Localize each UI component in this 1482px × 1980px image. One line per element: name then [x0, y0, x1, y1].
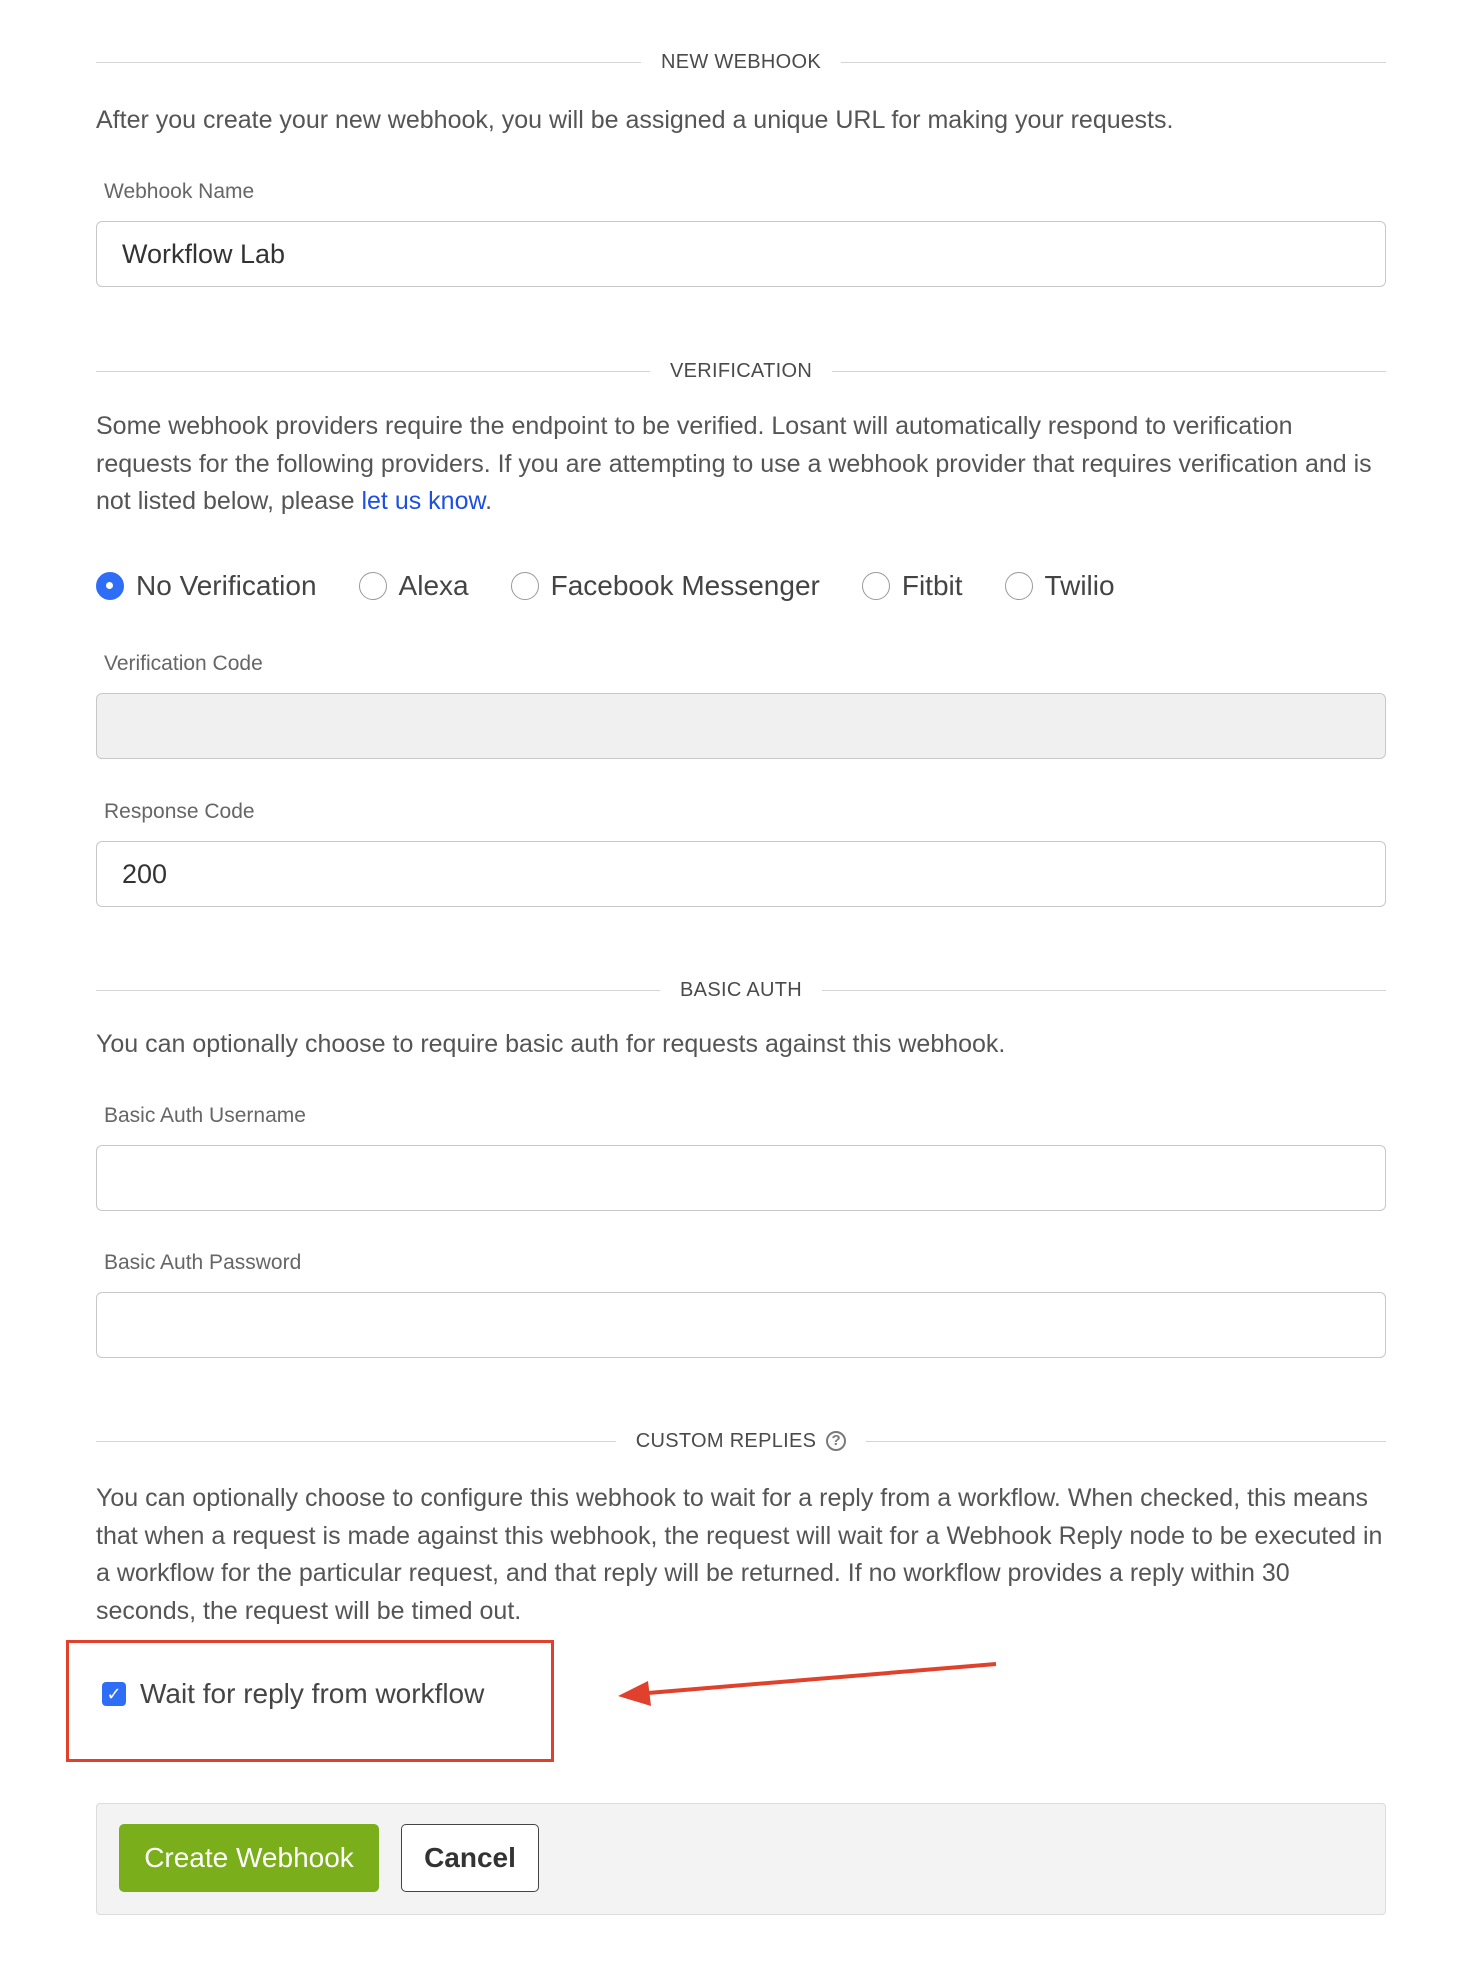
- wait-for-reply-checkbox[interactable]: ✓: [102, 1682, 126, 1706]
- verification-code-label: Verification Code: [104, 652, 263, 675]
- verification-description-end: .: [485, 487, 493, 515]
- radio-label: Twilio: [1044, 570, 1115, 601]
- question-circle-icon[interactable]: ?: [826, 1431, 846, 1451]
- basic-auth-username-label: Basic Auth Username: [104, 1104, 306, 1127]
- new-webhook-description: After you create your new webhook, you will be assigned a unique URL for making your requests.: [96, 106, 1174, 134]
- radio-label: Alexa: [398, 570, 469, 601]
- let-us-know-link[interactable]: let us know: [361, 487, 486, 515]
- form-actions-bar: [96, 1803, 1386, 1915]
- annotation-arrow-head: [618, 1681, 651, 1706]
- section-title: NEW WEBHOOK: [661, 50, 821, 73]
- response-code-label: Response Code: [104, 800, 255, 823]
- custom-replies-description: You can optionally choose to configure this webhook to wait for a reply from a workflow. When checked, this means that when a request is made against this webhook, the request will wait for a Webhook Reply node to be executed in a workflow for the particular request, and that reply will be returned. If no workflow provides a reply within 30 seconds, the request will be timed out.: [96, 1484, 1383, 1625]
- section-title: VERIFICATION: [669, 359, 813, 382]
- cancel-button[interactable]: Cancel: [401, 1824, 539, 1892]
- basic-auth-description: You can optionally choose to require basic auth for requests against this webhook.: [96, 1030, 1006, 1058]
- section-title-text: CUSTOM REPLIES: [635, 1429, 817, 1452]
- create-webhook-button[interactable]: Create Webhook: [119, 1824, 379, 1892]
- basic-auth-password-label: Basic Auth Password: [104, 1251, 302, 1274]
- annotation-arrow: [96, 0, 1386, 1980]
- annotation-arrow-line: [636, 1664, 996, 1694]
- radio-label: Fitbit: [901, 570, 963, 601]
- verification-description-text: Some webhook providers require the endpoint to be verified. Losant will automatically respond to verification requests for the following providers. If you are attempting to use a webhook provider that requires verification and is not listed below, please: [96, 412, 1372, 515]
- radio-label: No Verification: [136, 570, 317, 601]
- section-title: BASIC AUTH: [680, 978, 802, 1001]
- wait-for-reply-label: Wait for reply from workflow: [140, 1678, 485, 1709]
- webhook-name-label: Webhook Name: [104, 180, 255, 203]
- radio-label: Facebook Messenger: [550, 570, 820, 601]
- webhook-name-value: Workflow Lab: [122, 238, 286, 269]
- response-code-value: 200: [122, 858, 168, 889]
